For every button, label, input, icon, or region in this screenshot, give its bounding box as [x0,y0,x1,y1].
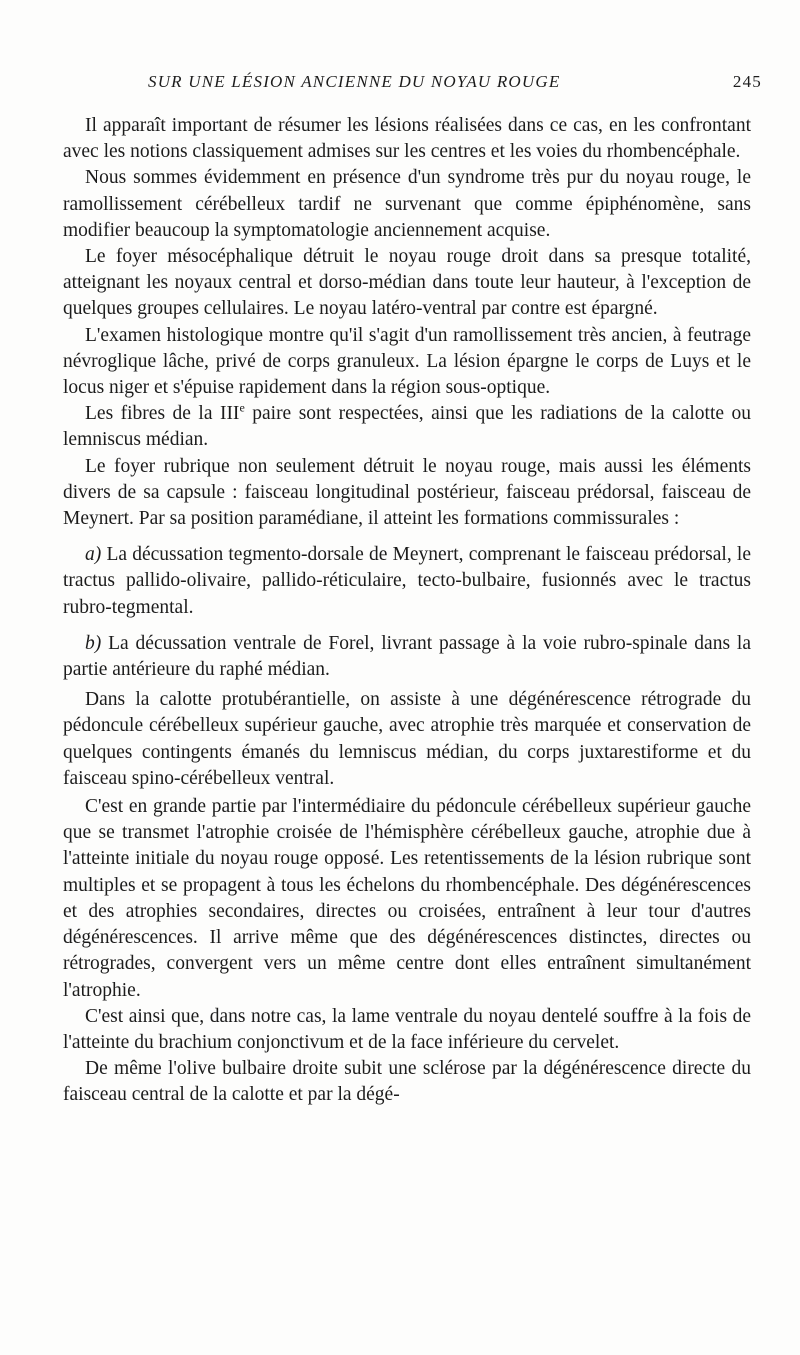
paragraph-third-pair-fibers [63,401,751,453]
paragraph-text: Dans la calotte protubérantielle, on assiste à une dégénérescence rétrograde du pédoncule cérébelleux supérieur gauche, avec atrophie très marquée et conservation de quelques contingents émanés du lemniscus médian, du corps juxtarestiforme et du faisceau spino-cérébelleux ventral. [63,689,751,789]
paragraph-text: C'est ainsi que, dans notre cas, la lame ventrale du noyau dentelé souffre à la fois de l'atteinte du brachium conjonctivum et de la face inférieure du cervelet. [63,1005,751,1053]
page-number: 245 [732,72,762,91]
paragraph-text: L'examen histologique montre qu'il s'agit d'un ramollissement très ancien, à feutrage névroglique lâche, privé de corps granuleux. La lésion épargne le corps de Luys et le locus niger et s'épuise rapidement dans la région sous-optique. [63,324,751,399]
paragraph-histology [63,323,751,402]
paragraph-text: C'est en grande partie par l'intermédiaire du pédoncule cérébelleux supérieur gauche que se transmet l'atrophie croisée de l'hémisphère cérébelleux gauche, atrophie due à l'atteinte initiale du noyau rouge opposé. Les retentissements de la lésion rubrique sont multiples et se propagent à tous les échelons du rhombencéphale. Des dégénérescences et des atrophies secondaires, directes ou croisées, entraînent à leur tour d'autres dégénérescences. Il arrive même que des dégénérescences distinctes, directes ou rétrogrades, convergent vers un même centre dont elles entraînent simultanément l'atrophie. [63,796,751,1001]
paragraph-red-nucleus-syndrome [63,165,751,244]
list-item-label: b) [85,632,102,654]
paragraph-crossed-atrophy [63,794,751,1004]
paragraph-text-end: paire sont respectées, ainsi que les radiations de la calotte ou lemniscus médian. [63,403,751,451]
list-item-a [63,542,751,621]
list-item-label: a) [85,544,102,566]
paragraph-mesocephalic-focus [63,244,751,323]
paragraph-rubric-focus [63,454,751,533]
paragraph-text: Nous sommes évidemment en présence d'un syndrome très pur du noyau rouge, le ramollissement cérébelleux tardif ne survenant que comme épiphénomène, sans modifier beaucoup la symptomatologie anciennement acquise. [63,167,751,241]
running-header [60,72,762,98]
paragraph-bulbar-olive [63,1056,751,1108]
paragraph-protuberantial-calotte [63,687,751,792]
paragraph-text: Le foyer mésocéphalique détruit le noyau rouge droit dans sa presque totalité, atteignant les noyaux central et dorso-médian dans toute leur hauteur, à l'exception de quelques groupes cellulaires. Le noyau latéro-ventral par contre est épargné. [63,246,751,320]
list-item-b [63,631,751,683]
paragraph-text: De même l'olive bulbaire droite subit une sclérose par la dégénérescence directe du faisceau central de la calotte et par la dégé- [63,1058,751,1106]
paragraph-dentate-nucleus [63,1004,751,1056]
paragraph-text: Le foyer rubrique non seulement détruit le noyau rouge, mais aussi les éléments divers de sa capsule : faisceau longitudinal postérieur, faisceau prédorsal, faisceau de Meynert. Par sa position paramédiane, il atteint les formations commissurales : [63,455,751,530]
list-item-text: La décussation tegmento-dorsale de Meynert, comprenant le faisceau prédorsal, le tractus pallido-olivaire, pallido-réticulaire, tecto-bulbaire, fusionnés avec le tractus rubro-tegmental. [63,544,751,618]
body-text [63,113,751,1109]
paragraph-text-start: Les fibres de la III [85,403,240,425]
superscript-e: e [239,400,245,415]
paragraph-text: Il apparaît important de résumer les lésions réalisées dans ce cas, en les confrontant avec les notions classiquement admises sur les centres et les voies du rhombencéphale. [63,115,751,163]
list-item-text: La décussation ventrale de Forel, livrant passage à la voie rubro-spinale dans la partie antérieure du raphé médian. [63,632,751,681]
paragraph-summary-intro [63,113,751,165]
running-title: SUR UNE LÉSION ANCIENNE DU NOYAU ROUGE [148,72,561,91]
